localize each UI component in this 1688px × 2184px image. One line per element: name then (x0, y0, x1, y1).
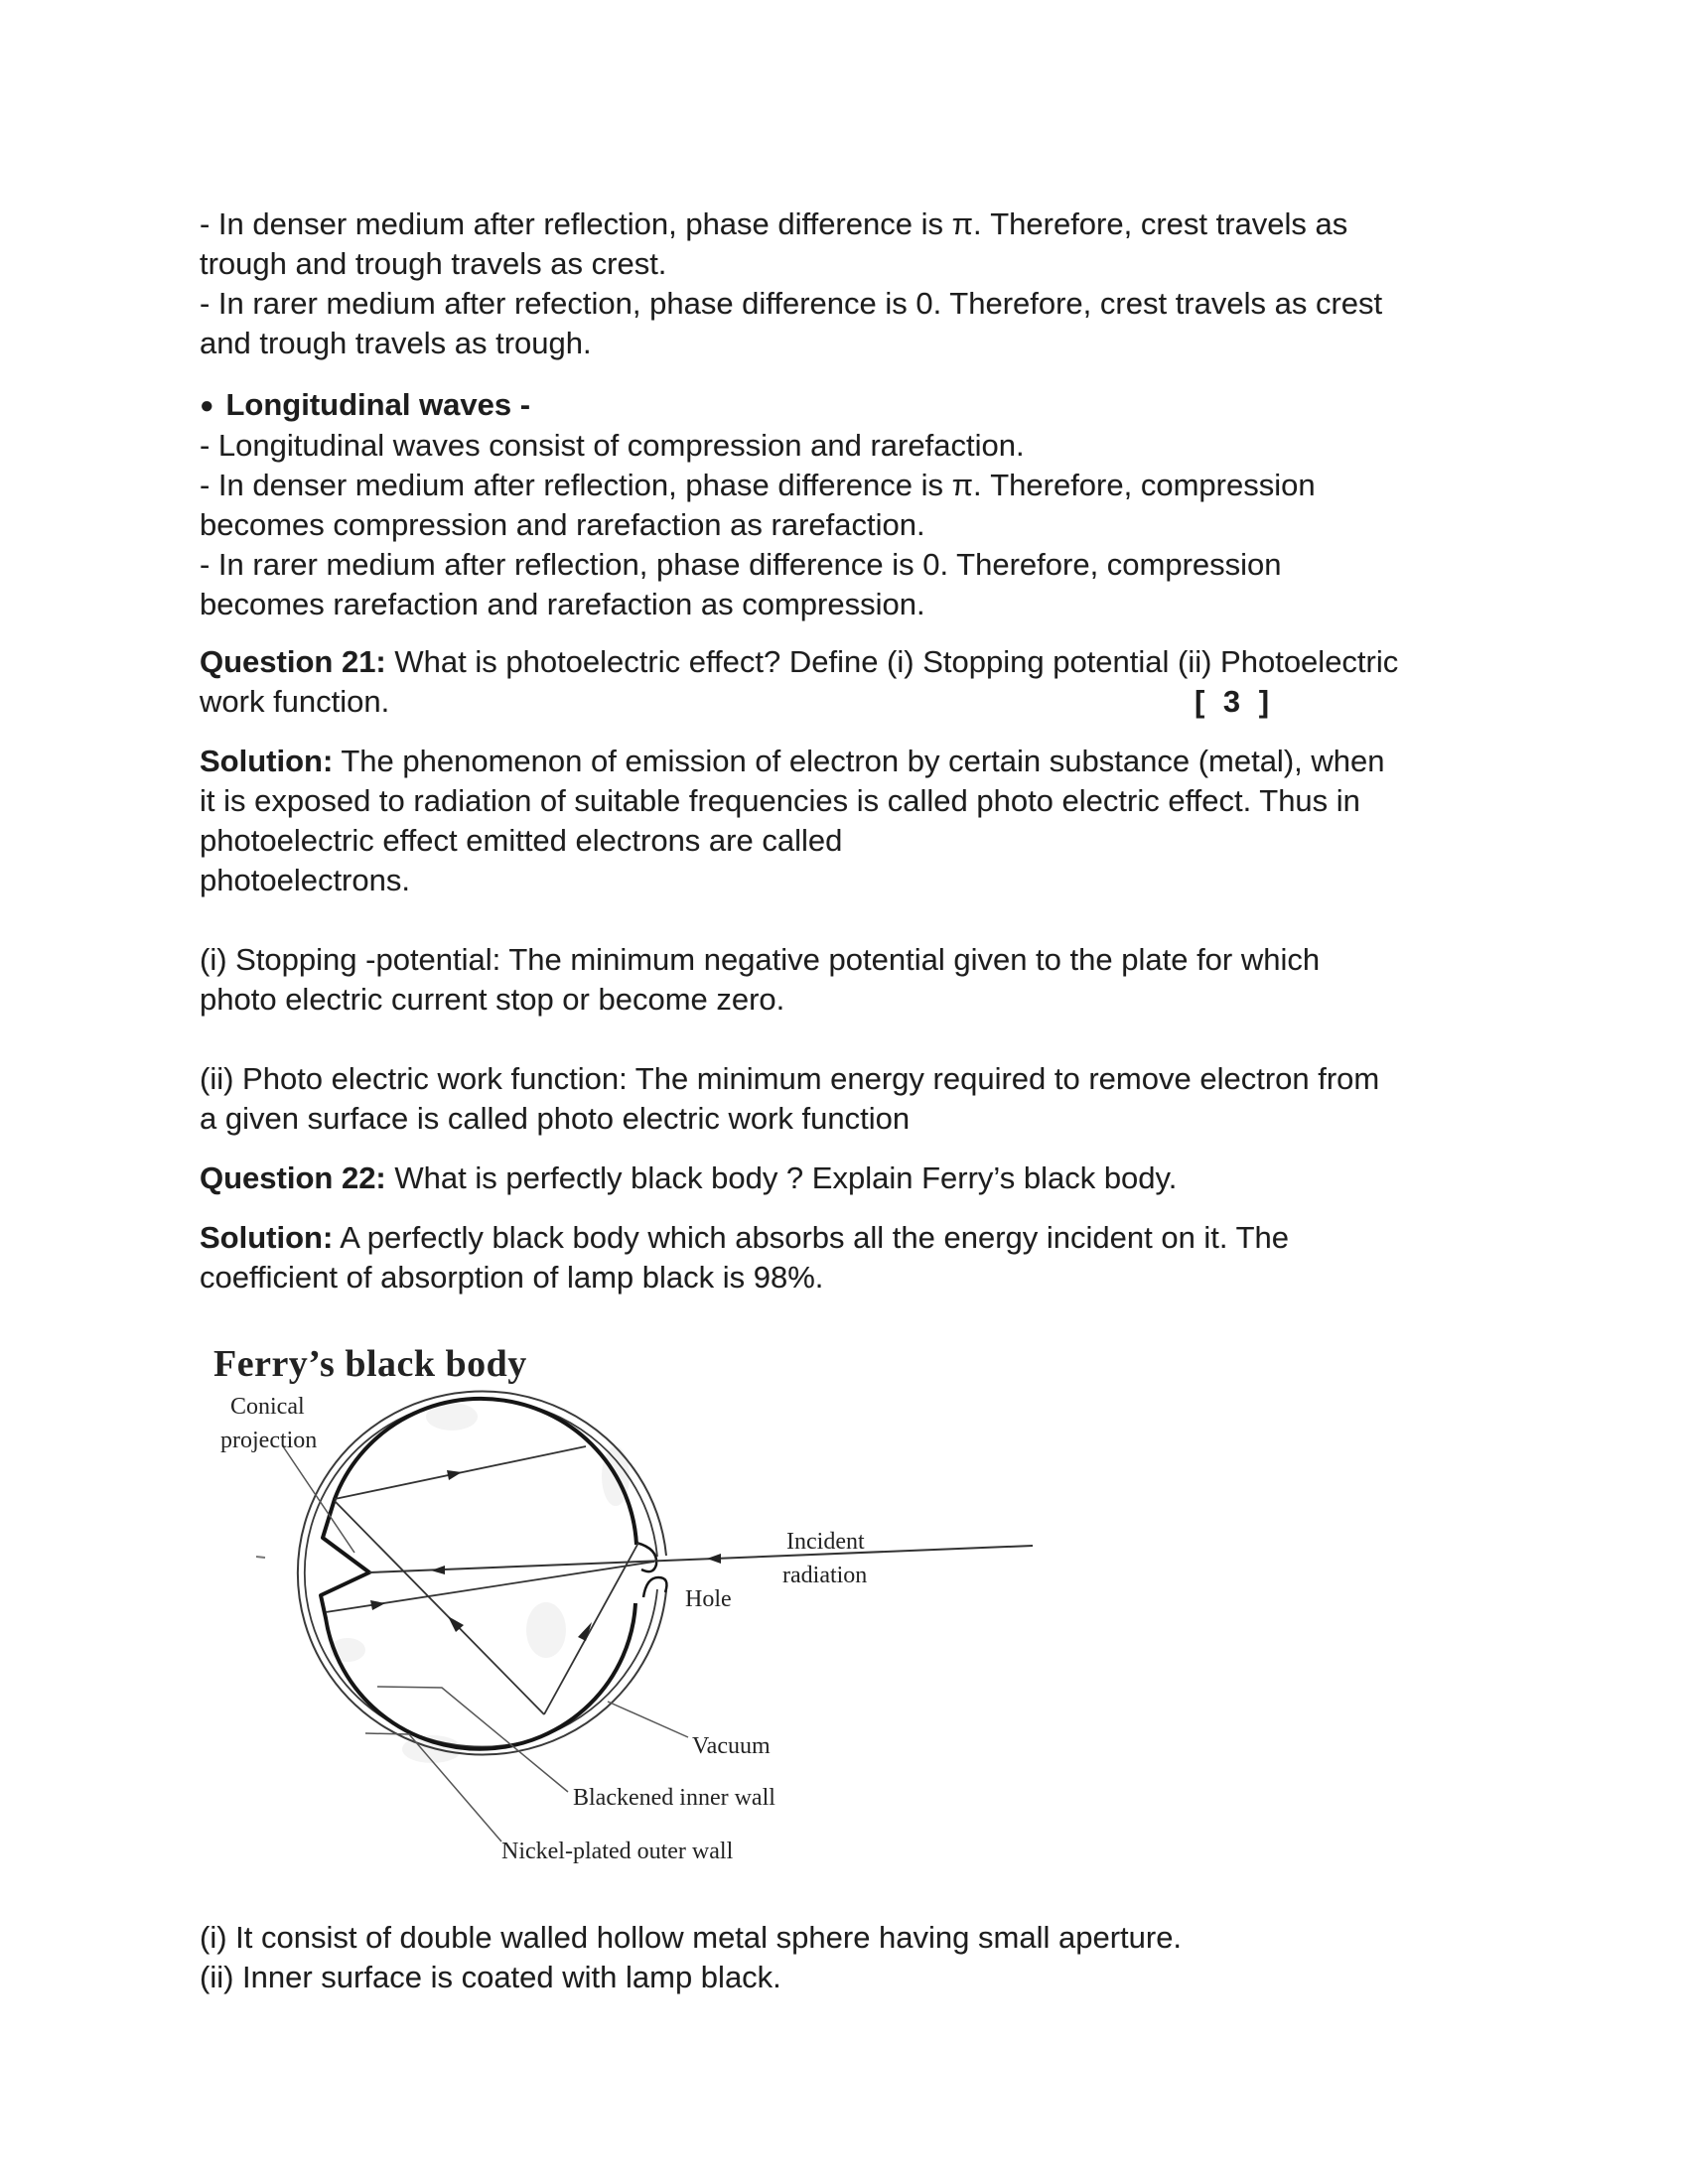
reflected-ray (335, 1501, 544, 1714)
question-text: What is photoelectric effect? Define (i) Stopping potential (ii) Photoelectric (385, 644, 1399, 679)
radiation-rays (326, 1446, 1033, 1714)
question-label: Question 22: (200, 1160, 386, 1195)
question-text: work function. (200, 684, 390, 719)
incident-ray (369, 1546, 1033, 1572)
question-label: Question 21: (200, 644, 386, 679)
solution-line (200, 742, 1659, 781)
question-line (200, 1159, 1659, 1198)
text-line: becomes rarefaction and rarefaction as compression. (200, 587, 925, 621)
text-line: (i) It consist of double walled hollow metal sphere having small aperture. (200, 1920, 1183, 1955)
text-line: - In rarer medium after refection, phase difference is 0. Therefore, crest travels as crest (200, 286, 1383, 321)
text-line: (i) Stopping -potential: The minimum negative potential given to the plate for which (200, 942, 1321, 977)
blackened-inner-wall-label: Blackened inner wall (573, 1785, 775, 1811)
solution-text: A perfectly black body which absorbs all the energy incident on it. The (333, 1220, 1290, 1255)
paragraph-work-function (200, 1059, 1659, 1139)
arrow-up-right-icon (447, 1470, 462, 1480)
outer-wall-line (298, 1392, 666, 1755)
question-22 (200, 1159, 1659, 1198)
hole-label: Hole (685, 1586, 732, 1612)
arrow-left-icon (431, 1566, 445, 1574)
solution-line (200, 1218, 1659, 1258)
vacuum-label: Vacuum (692, 1733, 771, 1759)
text-line: trough and trough travels as crest. (200, 246, 667, 281)
vacuum-leader (608, 1702, 688, 1737)
paragraph-longitudinal-waves (200, 385, 1659, 624)
text-line: - In denser medium after reflection, phase difference is π. Therefore, crest travels as (200, 206, 1348, 241)
inner-wall (321, 1399, 636, 1749)
question-text: What is perfectly black body ? Explain Ferry’s black body. (385, 1160, 1178, 1195)
incident-radiation-label: radiation (782, 1563, 868, 1588)
text-line: (ii) Photo electric work function: The minimum energy required to remove electron from (200, 1061, 1380, 1096)
ferrys-black-body-diagram (199, 1322, 1092, 1878)
text-line: (ii) Inner surface is coated with lamp black. (200, 1960, 781, 1994)
figure-title: Ferry’s black body (213, 1343, 527, 1385)
paragraph-transverse-reflection (200, 205, 1659, 363)
solution-text: The phenomenon of emission of electron by certain substance (metal), when (333, 744, 1385, 778)
outer-wall-inner-line (305, 1400, 657, 1747)
paragraph-stopping-potential (200, 940, 1659, 1020)
bullet-heading (200, 385, 1659, 426)
text-line: - In denser medium after reflection, phase difference is π. Therefore, compression (200, 468, 1316, 502)
question-line (200, 642, 1659, 682)
solution-line: it is exposed to radiation of suitable frequencies is called photo electric effect. Thus in (200, 783, 1360, 818)
text-line: - In rarer medium after reflection, phase difference is 0. Therefore, compression (200, 547, 1282, 582)
solution-22 (200, 1218, 1659, 1297)
conical-projection-leader (283, 1446, 354, 1553)
text-line: photo electric current stop or become zero. (200, 982, 785, 1017)
arrow-up-right-icon (370, 1600, 385, 1610)
bullet-icon: ● (200, 392, 214, 419)
text-line: becomes compression and rarefaction as rarefaction. (200, 507, 925, 542)
solution-label: Solution: (200, 1220, 334, 1255)
text-line: a given surface is called photo electric work function (200, 1101, 911, 1136)
text-line: and trough travels as trough. (200, 326, 592, 360)
scan-dash (256, 1557, 265, 1558)
arrow-left-icon (707, 1554, 721, 1564)
solution-label: Solution: (200, 744, 334, 778)
paragraph-construction-notes (200, 1918, 1659, 1997)
ferrys-black-body-figure (199, 1322, 1092, 1878)
solution-21 (200, 742, 1659, 900)
conical-projection-label: Conical (230, 1394, 305, 1420)
marks-badge: [ 3 ] (1195, 684, 1275, 719)
conical-projection-label: projection (220, 1428, 318, 1453)
question-line (200, 682, 1659, 722)
hole-upper-wall-end (636, 1543, 656, 1571)
incident-radiation-label: Incident (786, 1529, 865, 1555)
document-content (200, 205, 1659, 1997)
nickel-outer-wall-label: Nickel-plated outer wall (501, 1839, 734, 1864)
solution-line: photoelectrons. (200, 863, 410, 897)
solution-line: photoelectric effect emitted electrons are called (200, 823, 843, 858)
solution-line: coefficient of absorption of lamp black is 98%. (200, 1260, 824, 1295)
hole-lower-wall-end (643, 1577, 666, 1597)
heading-label: Longitudinal waves - (225, 387, 531, 422)
text-line: - Longitudinal waves consist of compression and rarefaction. (200, 428, 1025, 463)
question-21 (200, 642, 1659, 722)
